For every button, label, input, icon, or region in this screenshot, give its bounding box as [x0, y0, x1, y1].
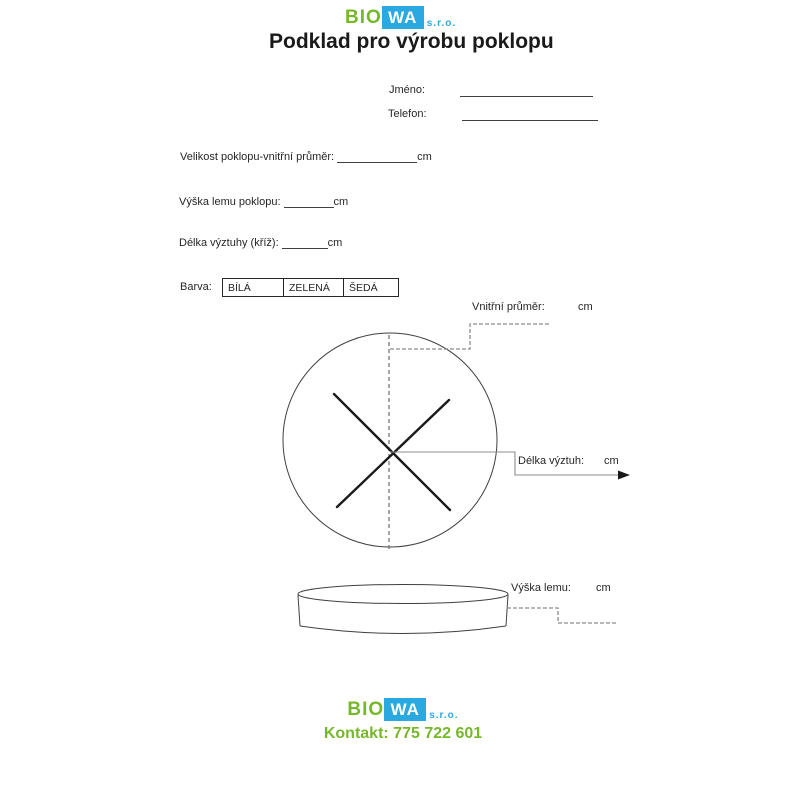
brace-length-unit: cm [604, 455, 619, 467]
logo-text-bio: BIO [345, 7, 382, 28]
color-label: Barva: [180, 281, 212, 293]
color-option-grey: ŠEDÁ [343, 279, 398, 296]
field-label: Délka výztuhy (kříž): [179, 237, 279, 249]
color-option-green: ZELENÁ [283, 279, 343, 296]
phone-label: Telefon: [388, 108, 427, 120]
color-option-white: BÍLÁ [228, 281, 251, 294]
field-unit: cm [327, 237, 343, 249]
field-label: Velikost poklopu-vnitřní průměr: [180, 151, 335, 163]
field-unit: cm [417, 151, 432, 163]
logo-suffix-sro: s.r.o. [426, 18, 457, 29]
inner-diameter-label: Vnitřní průměr: [472, 301, 545, 313]
inner-diameter-callout [390, 324, 549, 349]
field-label: Výška lemu poklopu: [179, 196, 281, 208]
page-title: Podklad pro výrobu poklopu [269, 30, 554, 53]
logo-suffix-sro: s.r.o. [429, 710, 459, 721]
rim-height-callout [507, 608, 618, 623]
name-label: Jméno: [389, 84, 426, 96]
brace-length-label: Délka výztuh: [518, 455, 585, 467]
brace-length-callout [390, 452, 627, 475]
footer [0, 698, 800, 743]
lid-side-view-cylinder [298, 585, 508, 634]
rim-height-unit: cm [596, 582, 611, 594]
rim-height-label: Výška lemu: [511, 582, 571, 594]
arrow-right-icon [618, 471, 630, 480]
logo-text-wa: WA [382, 6, 424, 29]
biowa-logo-footer [347, 698, 458, 721]
contact-phone: Kontakt: 775 722 601 [323, 725, 483, 742]
field-unit: cm [333, 196, 349, 208]
inner-diameter-unit: cm [578, 301, 593, 313]
logo-text-bio: BIO [347, 699, 385, 720]
logo-text-wa: WA [384, 698, 426, 721]
lid-top-view-circle [283, 333, 497, 547]
